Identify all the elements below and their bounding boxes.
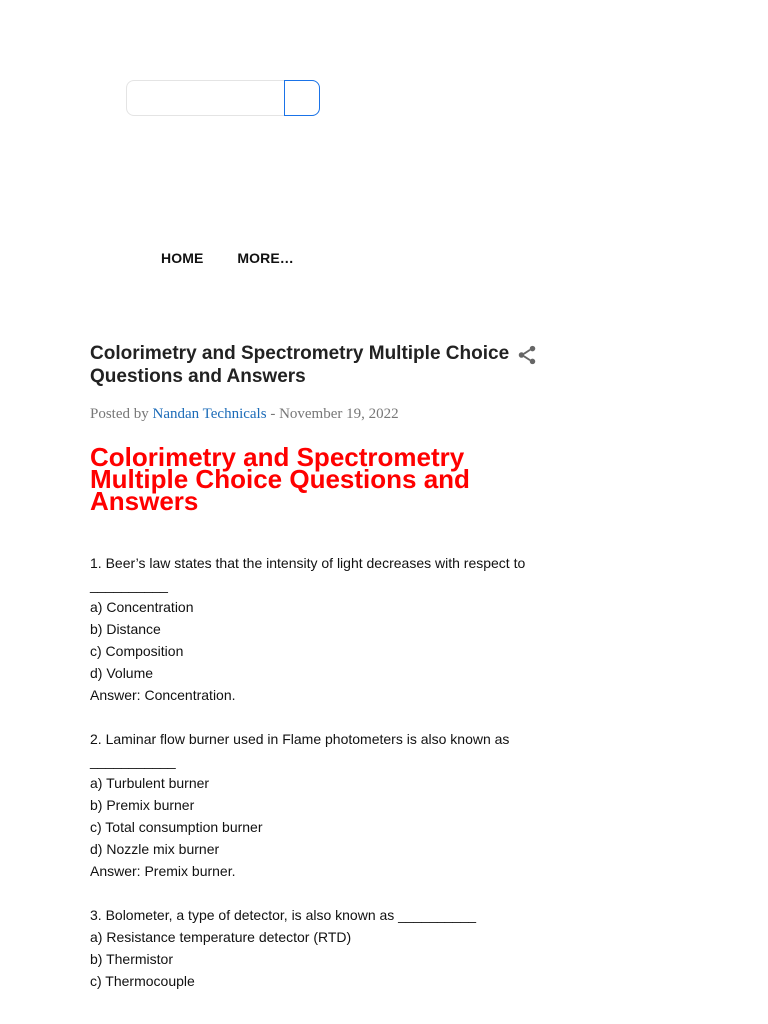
search-input[interactable] bbox=[127, 81, 285, 115]
nav-item-more[interactable]: MORE… bbox=[237, 250, 294, 266]
main-nav bbox=[161, 250, 328, 266]
option: a) Resistance temperature detector (RTD) bbox=[90, 929, 352, 945]
question-text: 3. Bolometer, a type of detector, is also known as __________ bbox=[90, 907, 477, 923]
option: d) Volume bbox=[90, 665, 154, 681]
option: d) Nozzle mix burner bbox=[90, 841, 220, 857]
answer: Answer: Premix burner. bbox=[90, 863, 236, 879]
question-2 bbox=[90, 728, 540, 882]
option: b) Premix burner bbox=[90, 797, 195, 813]
option: c) Total consumption burner bbox=[90, 819, 263, 835]
question-1 bbox=[90, 552, 540, 706]
post-byline bbox=[90, 406, 399, 423]
question-text: 1. Beer’s law states that the intensity of light decreases with respect to __________ bbox=[90, 555, 526, 593]
answer: Answer: Concentration. bbox=[90, 687, 236, 703]
nav-item-home[interactable]: HOME bbox=[161, 250, 204, 266]
post-date: November 19, 2022 bbox=[279, 406, 399, 422]
posted-by-label: Posted by bbox=[90, 406, 149, 422]
author-link[interactable]: Nandan Technicals bbox=[152, 406, 267, 422]
option: c) Thermocouple bbox=[90, 973, 195, 989]
option: b) Distance bbox=[90, 621, 161, 637]
post-content bbox=[90, 552, 540, 1014]
date-separator: - bbox=[266, 406, 280, 422]
content-heading: Colorimetry and Spectrometry Multiple Choice Questions and Answers bbox=[90, 442, 470, 516]
share-icon[interactable] bbox=[516, 344, 538, 366]
search-button[interactable] bbox=[284, 80, 320, 116]
question-text: 2. Laminar flow burner used in Flame photometers is also known as ___________ bbox=[90, 731, 510, 769]
option: a) Concentration bbox=[90, 599, 194, 615]
post-title: Colorimetry and Spectrometry Multiple Choice Questions and Answers bbox=[90, 343, 510, 387]
question-3 bbox=[90, 904, 540, 992]
search-box bbox=[126, 80, 320, 116]
option: b) Thermistor bbox=[90, 951, 173, 967]
option: a) Turbulent burner bbox=[90, 775, 210, 791]
option: c) Composition bbox=[90, 643, 184, 659]
